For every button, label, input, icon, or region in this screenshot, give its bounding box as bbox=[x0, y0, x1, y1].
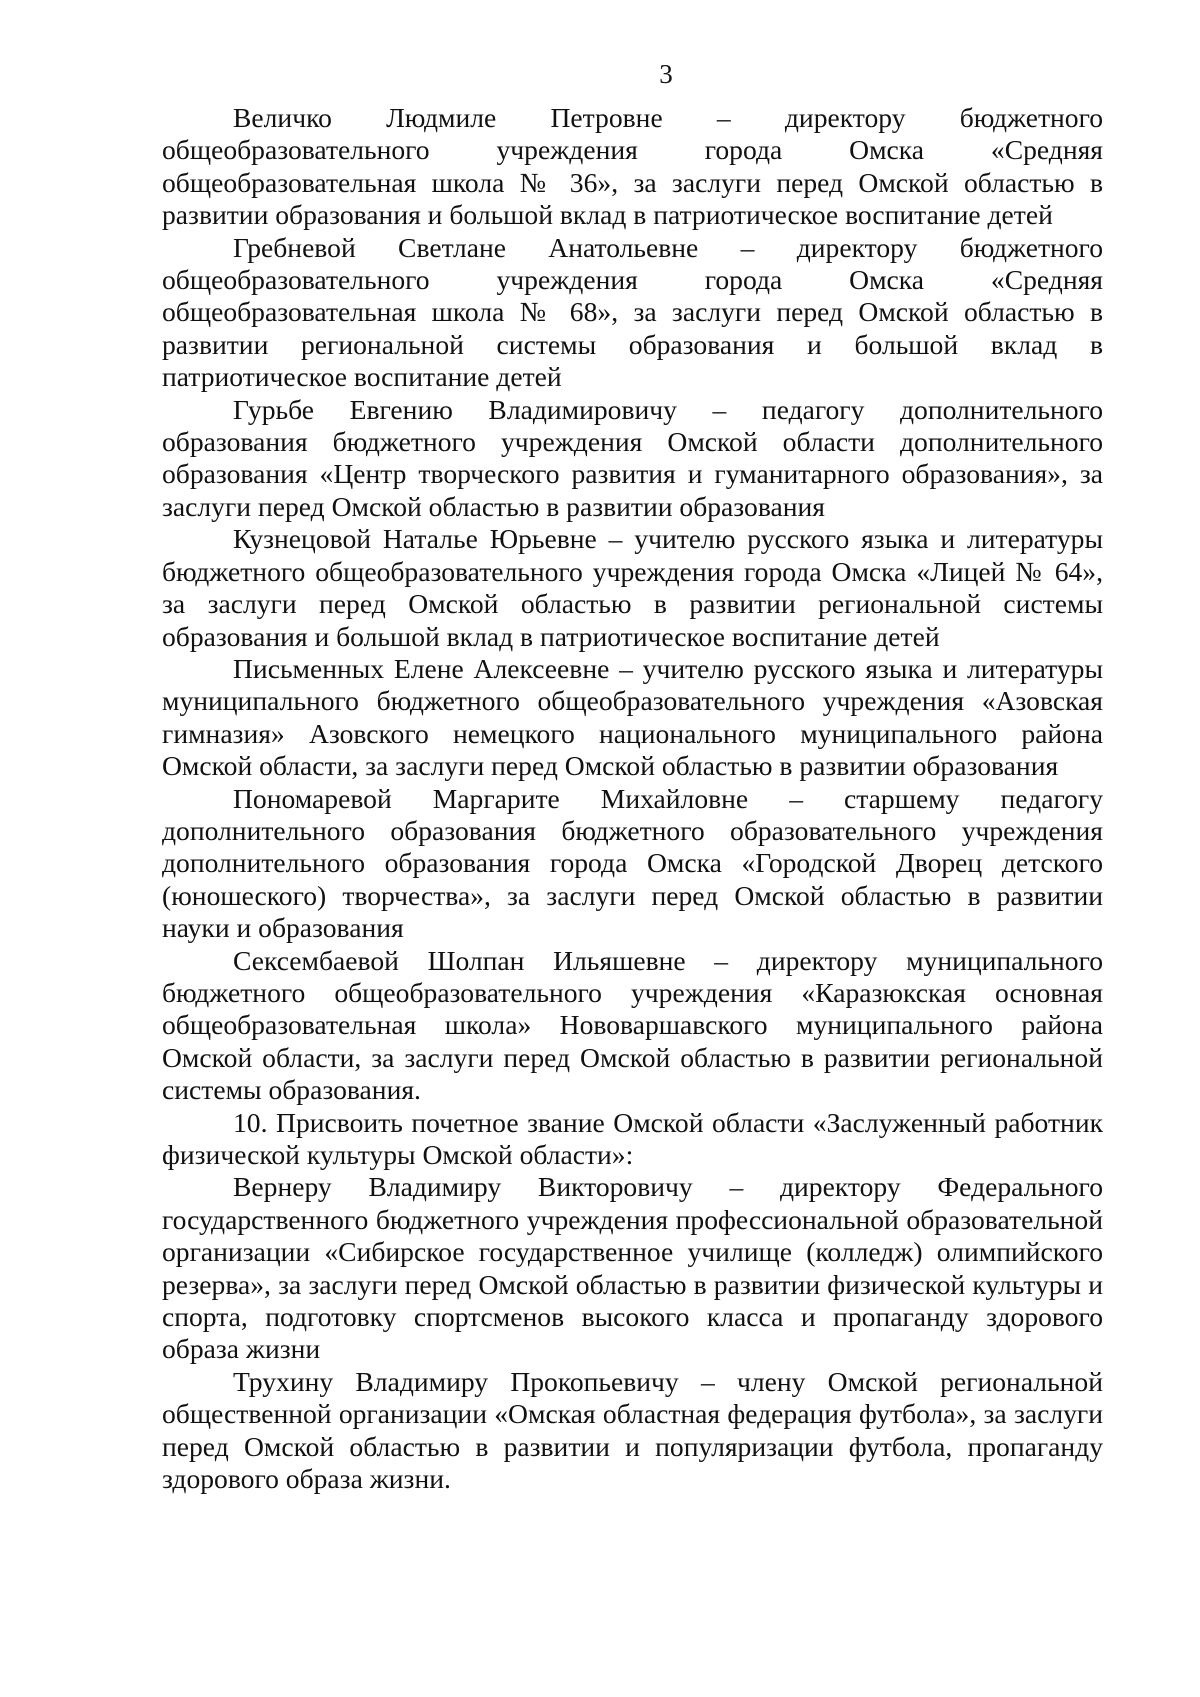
paragraph-trukhin: Трухину Владимиру Прокопьевичу – члену Омской региональной общественной организации «Омская областная федерация футбола», за заслуги перед Омской областью в развитии и популяризации футбола, пропаганду здорового образа жизни. bbox=[162, 1365, 1103, 1495]
paragraph-gurba: Гурьбе Евгению Владимировичу – педагогу дополнительного образования бюджетного учреждения Омской области дополнительного образования «Центр творческого развития и гуманитарного образования», за заслуги перед Омской областью в развитии образования bbox=[162, 393, 1103, 522]
document-body bbox=[162, 102, 1103, 1495]
paragraph-seksembaeva: Сексембаевой Шолпан Ильяшевне – директору муниципального бюджетного общеобразовательного учреждения «Каразюкская основная общеобразовательная школа» Нововаршавского муниципального района Омской области, за заслуги перед Омской областью в развитии региональной системы образования. bbox=[162, 944, 1103, 1106]
paragraph-ponomareva: Пономаревой Маргарите Михайловне – старшему педагогу дополнительного образования бюджетного образовательного учреждения дополнительного образования города Омска «Городской Дворец детского (юношеского) творчества», за заслуги перед Омской областью в развитии науки и образования bbox=[162, 782, 1103, 944]
paragraph-kuznetsova: Кузнецовой Наталье Юрьевне – учителю русского языка и литературы бюджетного общеобразовательного учреждения города Омска «Лицей № 64», за заслуги перед Омской областью в развитии региональной системы образования и большой вклад в патриотическое воспитание детей bbox=[162, 523, 1103, 652]
page-number: 3 bbox=[659, 59, 673, 89]
paragraph-item-10-title: 10. Присвоить почетное звание Омской области «Заслуженный работник физической культуры Омской области»: bbox=[162, 1106, 1103, 1170]
paragraph-verner: Вернеру Владимиру Викторовичу – директору Федерального государственного бюджетного учреждения профессиональной образовательной организации «Сибирское государственное училище (колледж) олимпийского резерва», за заслуги перед Омской областью в развитии физической культуры и спорта, подготовку спортсменов высокого класса и пропаганду здорового образа жизни bbox=[162, 1171, 1103, 1365]
paragraph-pismennykh: Письменных Елене Алексеевне – учителю русского языка и литературы муниципального бюджетного общеобразовательного учреждения «Азовская гимназия» Азовского немецкого национального муниципального района Омской области, за заслуги перед Омской областью в развитии образования bbox=[162, 652, 1103, 782]
paragraph-velichko: Величко Людмиле Петровне – директору бюджетного общеобразовательного учреждения города Омска «Средняя общеобразовательная школа № 36», за заслуги перед Омской областью в развитии образования и большой вклад в патриотическое воспитание детей bbox=[162, 102, 1103, 231]
paragraph-grebneva: Гребневой Светлане Анатольевне – директору бюджетного общеобразовательного учреждения города Омска «Средняя общеобразовательная школа № 68», за заслуги перед Омской областью в развитии региональной системы образования и большой вклад в патриотическое воспитание детей bbox=[162, 231, 1103, 393]
